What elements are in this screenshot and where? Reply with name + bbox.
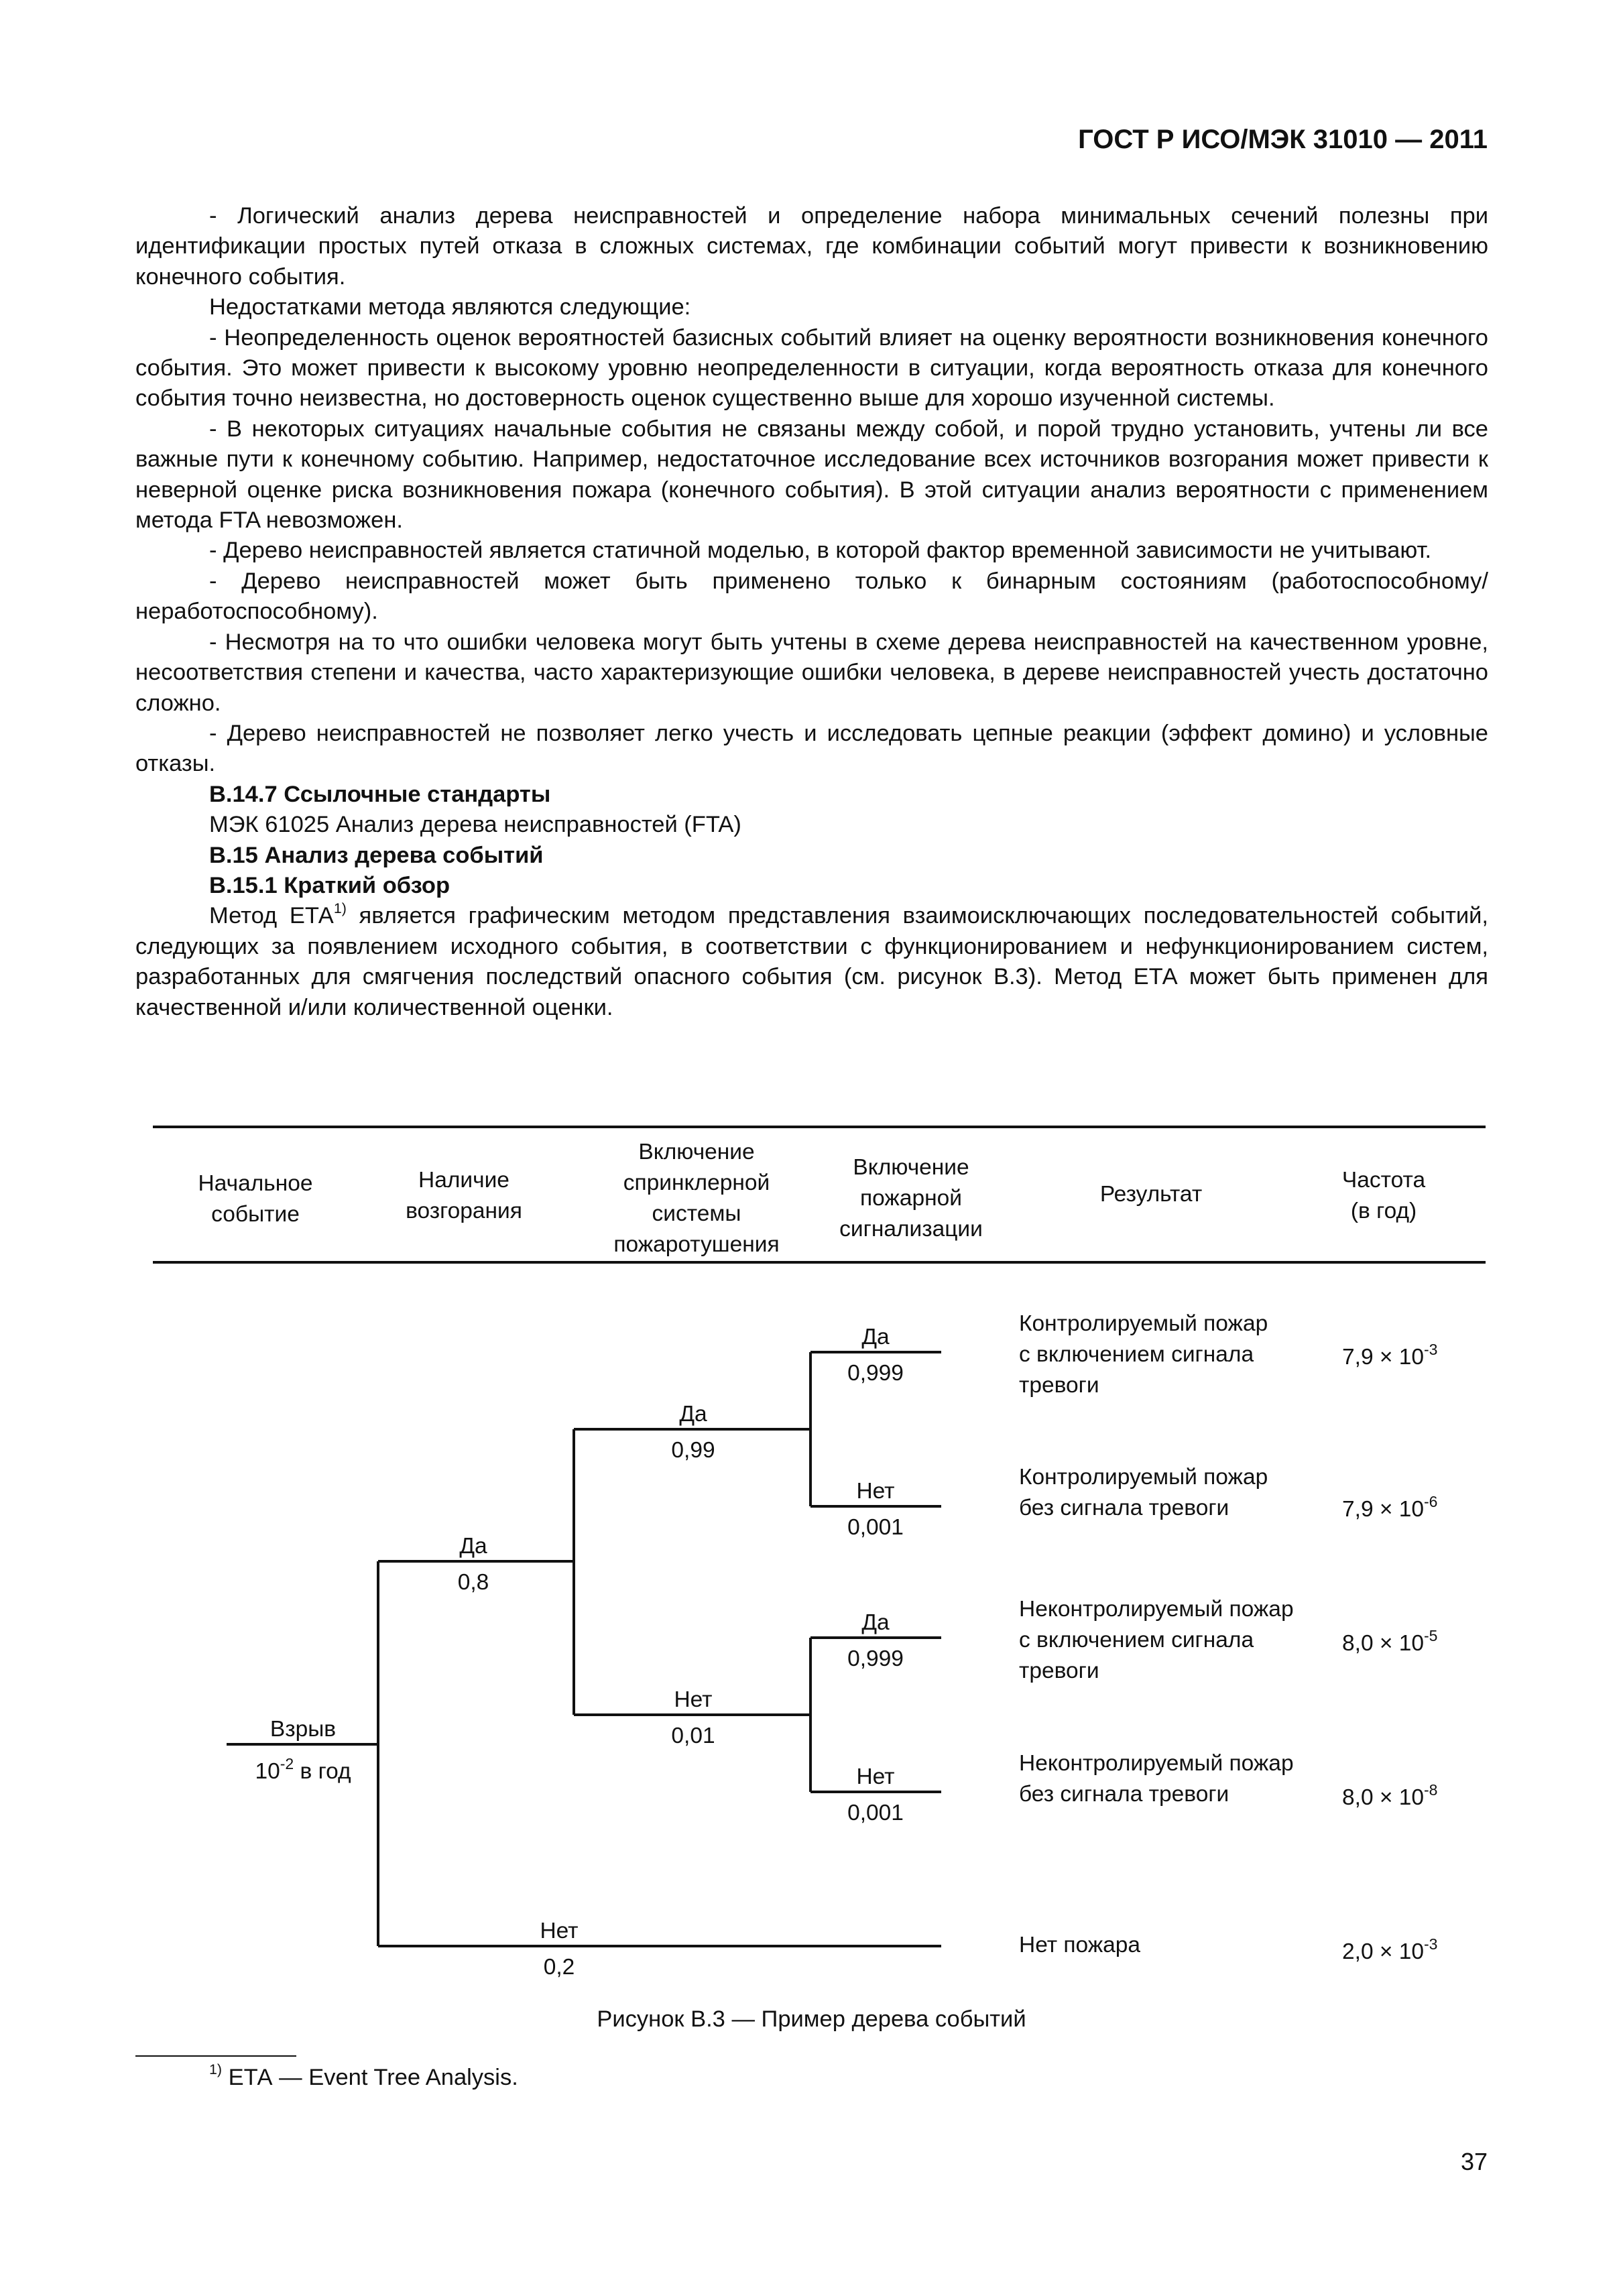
column-header-sprinkler: пожаротушения	[613, 1232, 780, 1257]
outcome-text: тревоги	[1019, 1373, 1099, 1398]
column-header-alarm: пожарной	[860, 1186, 962, 1211]
footnote-text: ЕТА — Event Tree Analysis.	[222, 2065, 518, 2090]
alarm-upper-no-label: Нет	[856, 1479, 895, 1504]
alarm-lower-no-probability: 0,001	[847, 1801, 904, 1825]
paragraph: - Несмотря на то что ошибки человека могут быть учтены в схеме дерева неисправностей на качественном уровне, несоответствия степени и качества, часто характеризующие ошибки человека, в дереве неисправностей учесть достаточно сложно.	[135, 629, 1488, 716]
section-heading: В.15.1 Краткий обзор	[209, 872, 450, 898]
column-headers	[198, 1140, 1426, 1257]
column-header-sprinkler: Включение	[638, 1140, 755, 1164]
alarm-upper-no-probability: 0,001	[847, 1515, 904, 1540]
initiating-event-frequency: $10^{-2}$ в год	[255, 1755, 351, 1784]
outcome-text: Неконтролируемый пожар	[1019, 1597, 1294, 1622]
branch-labels	[255, 1325, 903, 1980]
alarm-lower-yes-label: Да	[861, 1610, 890, 1635]
column-header-sprinkler: системы	[652, 1201, 741, 1226]
initiating-event-label: Взрыв	[269, 1717, 337, 1742]
outcome-frequency: $8,0 \times 10^{-8}$	[1342, 1781, 1438, 1810]
paragraph-text: Метод ЕТА	[209, 903, 334, 929]
page-number: 37	[1460, 2148, 1488, 2175]
alarm-lower-yes-probability: 0,999	[847, 1646, 904, 1671]
column-header-frequency: (в год)	[1350, 1199, 1417, 1223]
outcome-text: Нет пожара	[1019, 1933, 1141, 1957]
outcome-frequency: $7,9 \times 10^{-3}$	[1342, 1341, 1438, 1370]
fire-yes-probability: 0,8	[457, 1570, 489, 1595]
outcome-text: без сигнала тревоги	[1019, 1496, 1229, 1520]
footnote-divider	[135, 2055, 296, 2057]
column-header-sprinkler: спринклерной	[623, 1170, 770, 1195]
paragraph: - Дерево неисправностей не позволяет легко учесть и исследовать цепные реакции (эффект домино) и условные отказы.	[135, 720, 1488, 777]
paragraph: Недостатками метода являются следующие:	[209, 294, 691, 320]
outcome-text: тревоги	[1019, 1658, 1099, 1683]
fire-no-probability: 0,2	[543, 1955, 575, 1980]
paragraph: - Логический анализ дерева неисправностей и определение набора минимальных сечений полезны при идентификации простых путей отказа в сложных системах, где комбинации событий могут привести к возникновению конечного события.	[135, 203, 1488, 290]
outcome-frequency: $7,9 \times 10^{-6}$	[1342, 1493, 1438, 1522]
outcome-text: без сигнала тревоги	[1019, 1782, 1229, 1807]
column-header-result: Результат	[1099, 1182, 1203, 1207]
paragraph: МЭК 61025 Анализ дерева неисправностей (FTA)	[209, 812, 741, 838]
outcome-frequency: $2,0 \times 10^{-3}$	[1342, 1935, 1438, 1964]
outcomes	[1019, 1311, 1437, 1964]
fire-yes-label: Да	[459, 1534, 487, 1559]
column-header-fire: возгорания	[406, 1199, 522, 1223]
column-header-initiating-event: Начальное	[198, 1171, 313, 1196]
outcome-text: Контролируемый пожар	[1019, 1465, 1268, 1490]
paragraph: - Дерево неисправностей может быть применено только к бинарным состояниям (работоспособному/неработоспособному).	[135, 568, 1488, 625]
column-header-alarm: сигнализации	[839, 1217, 983, 1242]
outcome-text: с включением сигнала	[1019, 1628, 1254, 1652]
paragraph: - Дерево неисправностей является статичной моделью, в которой фактор временной зависимости не учитывают.	[209, 538, 1432, 564]
sprinkler-yes-label: Да	[679, 1402, 707, 1427]
outcome-text: Контролируемый пожар	[1019, 1311, 1268, 1336]
sprinkler-no-label: Нет	[674, 1687, 713, 1712]
figure-caption: Рисунок В.3 — Пример дерева событий	[597, 2006, 1026, 2032]
column-header-initiating-event: событие	[211, 1202, 300, 1227]
sprinkler-yes-probability: 0,99	[671, 1438, 715, 1463]
alarm-upper-yes-label: Да	[861, 1325, 890, 1349]
section-heading: В.15 Анализ дерева событий	[209, 842, 544, 868]
outcome-text: с включением сигнала	[1019, 1342, 1254, 1367]
paragraph: - Неопределенность оценок вероятностей базисных событий влияет на оценку вероятности возникновения конечного события. Это может привести к высокому уровню неопределенности в ситуации, когда вероятность отказа для конечного события точно неизвестна, но достоверность оценок существенно выше для хорошо изученной системы.	[135, 324, 1488, 412]
paragraph-text: является графическим методом представления взаимоисключающих последовательностей событий, следующих за появлением исходного события, в соответствии с функционированием и нефункционированием систем, разработанных для смягчения последствий опасного события (см. рисунок В.3). Метод ЕТА может быть применен для качественной и/или количественной оценки.	[135, 903, 1488, 1020]
paragraph: - В некоторых ситуациях начальные события не связаны между собой, и порой трудно установить, учтены ли все важные пути к конечному событию. Например, недостаточное исследование всех источников возгорания может привести к неверной оценке риска возникновения пожара (конечного события). В этой ситуации анализ вероятности с применением метода FTA невозможен.	[135, 416, 1488, 534]
column-header-frequency: Частота	[1341, 1168, 1426, 1193]
footnote-mark: 1)	[209, 2061, 223, 2078]
alarm-lower-no-label: Нет	[856, 1764, 895, 1789]
column-header-fire: Наличие	[418, 1168, 509, 1193]
tree-lines	[153, 1127, 1486, 1946]
section-heading: В.14.7 Ссылочные стандарты	[209, 781, 551, 807]
alarm-upper-yes-probability: 0,999	[847, 1361, 904, 1386]
footnote-reference[interactable]: 1)	[333, 900, 347, 916]
footnote	[209, 2061, 518, 2091]
sprinkler-no-probability: 0,01	[671, 1724, 715, 1748]
outcome-frequency: $8,0 \times 10^{-5}$	[1342, 1627, 1438, 1656]
outcome-text: Неконтролируемый пожар	[1019, 1751, 1294, 1776]
fire-no-label: Нет	[540, 1919, 579, 1943]
document-header: ГОСТ Р ИСО/МЭК 31010 — 2011	[1078, 125, 1488, 154]
column-header-alarm: Включение	[853, 1155, 969, 1180]
